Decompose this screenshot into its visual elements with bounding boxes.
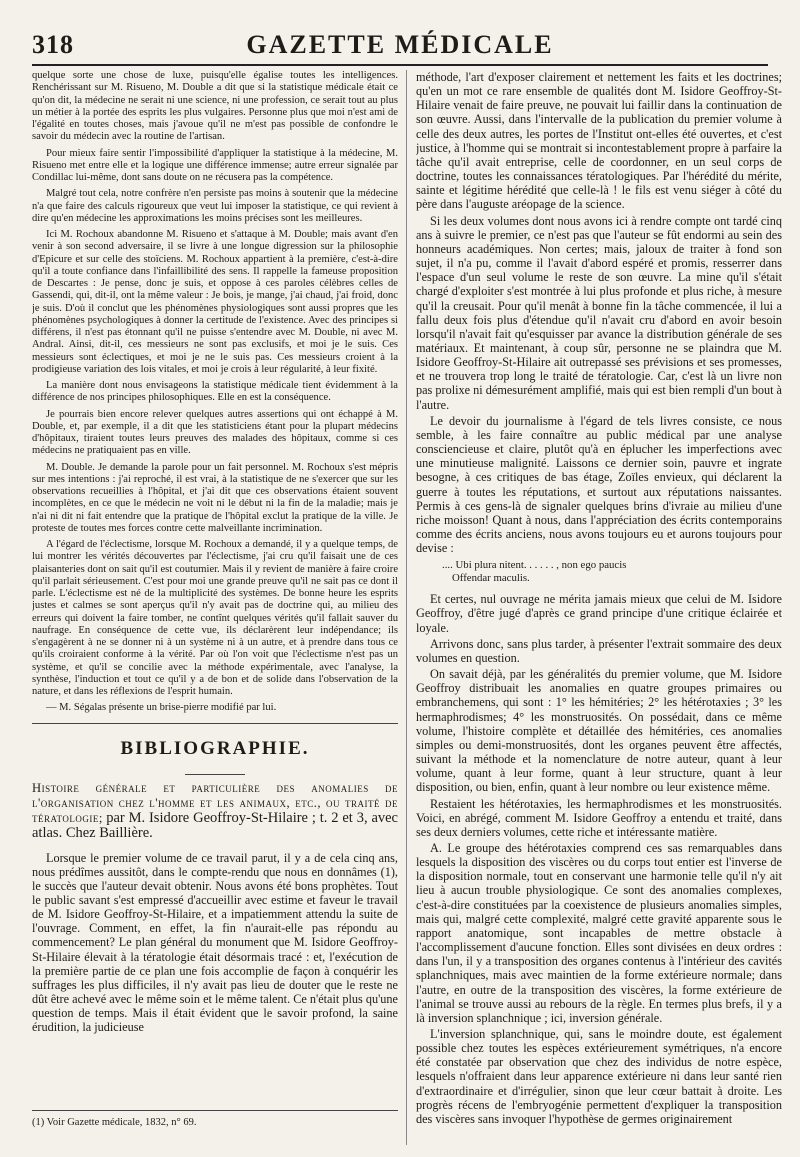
page-header	[32, 30, 768, 66]
paragraph: Et certes, nul ouvrage ne mérita jamais mieux que celui de M. Isidore Geoffroy, d'être jugé d'après ce grand principe d'une critique éclairée et loyale.	[416, 592, 782, 635]
paragraph: A. Le groupe des hétérotaxies comprend ces sas remarquables dans lesquels la disposition des viscères ou du corps tout entier est l'inverse de la disposition normale, tout en conservant une harmonie telle qu'il n'y ait lieu à aucun trouble physiologique. Ce sont des anomalies complexes, c'est-à-dire constituées par la coexistence de plusieurs anomalies simples, mais qui, malgré cette complexité, malgré cette gravité apparente sous le rapport anatomique, sont incapables de mettre obstacle à l'accomplissement d'aucune fonction. Elles sont divisées en deux ordres : dans l'un, il y a transposition des organes contenus à l'intérieur des cavités splanchniques, mais avec maintien de la forme extérieure normale; dans l'autre, en outre de la transposition des viscères, la forme extérieure de l'animal se trouve aussi au rebours de la règle. En termes plus brefs, il y a là inversion splanchnique ; ici, inversion générale.	[416, 840, 782, 1025]
book-title: Histoire générale et particulière des anomalies de l'organisation chez l'homme et les animaux, etc., ou traité de tératologie;	[32, 780, 398, 825]
paragraph: Le devoir du journalisme à l'égard de tels livres consiste, ce nous semble, à les faire connaître au public médical par une analyse consciencieuse et claire, plutôt qu'à en éplucher les imperfections avec une minutieuse malignité. Laissons ce dernier soin, pauvre et ingrate besogne, à ces critiques de bas étage, Zoïles envieux, qui déclarent la guerre à toutes les réputations, et surtout aux réputations naissantes. Permis à ces gens-là de signaler quelques brins d'ivraie au milieu d'une riche moisson! Quant à nous, dans l'appréciation des écrits contemporains comme des écrits anciens, nous avons toujours eu et aurons toujours pour devise :	[416, 413, 782, 556]
paragraph: méthode, l'art d'exposer clairement et nettement les faits et les doctrines; qu'en un mot ce rare ensemble de qualités dont M. Isidore Geoffroy-St-Hilaire venait de faire preuve, ne pouvait lui faillir dans la continuation de son œuvre. Aussi, dans l'intervalle de la publication du premier volume à celle des deux autres, les portes de l'Institut ont-elles été ouvertes, et c'est justice, à l'homme qui se montrait si incontestablement propre à parfaire la tâche qu'il avait entreprise, celle de coordonner, en un seul corps de doctrine, toutes les connaissances tératologiques. Par l'hérédité du mérite, sainte et légitime hérédité que celle-là ! le fils est venu siéger à côté du père dans l'auguste aréopage de la science.	[416, 70, 782, 212]
paragraph: A l'égard de l'éclectisme, lorsque M. Rochoux a demandé, il y a quelque temps, de lui montrer les vérités découvertes par l'éclectisme, j'ai cru qu'il faisait une de ces plaisanteries dont on sait qu'il est coutumier. Mais il y revient de manière à faire croire qu'il parlait sérieusement. C'est pour moi une grande preuve qu'il ne sait pas ce dont il parle. L'éclectisme est né de la multiplicité des systèmes. De bonne heure les esprits justes et calmes se sont aperçus qu'il n'y avait pas de doctrine qui, au milieu des erreurs qui doivent la faire tomber, ne contînt quelques vérités qu'il fallait sauver du naufrage. En conséquence de cette vue, ils déclarèrent leur indépendance; ils s'engagèrent à ne se donner ni à un système ni à un autre, et à prendre dans tous ce qu'ils croiraient conforme à la vérité. Par où l'on voit que l'éclectisme n'est pas un système, et qu'il se concilie avec la méthode expérimentale, avec l'analyse, la synthèse, l'induction et tout ce qu'il y a de bon et de solide dans l'observation de la nature, et dans les réflexions de l'esprit humain.	[32, 539, 398, 697]
paragraph: Lorsque le premier volume de ce travail parut, il y a de cela cinq ans, nous prédîmes aussitôt, dans le compte-rendu que nous en donnâmes (1), le succès que l'auteur devait obtenir. Nous avons été bons prophètes. Tout le public savant s'est empressé d'accueillir avec estime et faveur le travail de M. Isidore Geoffroy-St-Hilaire, et a impatiemment attendu la suite de l'ouvrage. Comment, en effet, la fin n'aurait-elle pas répondu au commencement? Le plan général du monument que M. Isidore Geoffroy-St-Hilaire élevait à la tératologie était désormais tracé : et, l'exécution de la première partie de ce plan une fois accomplie de façon à conquérir les suffrages les plus difficiles, il n'y avait pas lieu de douter que le reste ne dût être achevé avec le même soin et le même talent. Ce n'était plus qu'une question de temps. Mais il était évident que le savoir profond, la saine érudition, la judicieuse	[32, 850, 398, 1035]
review-text	[32, 851, 398, 1035]
paragraph: On savait déjà, par les généralités du premier volume, que M. Isidore Geoffroy distribuait les anomalies en quatre groupes primaires ou embranchemens, qui sont : 1° les hémitéries; 2° les hétérotaxies ; 3° les hermaphrodismes; 4° les monstruosités. On possédait, dans ce même volume, l'histoire complète et détaillée des hémitéries, ces anomalies simples ou demi-monstruosités, dont les organes peuvent être affectés, suivant la méthode et la nomenclature de notre auteur, quant à leur volume, quant à leur forme, quant à leur structure, quant à leur disposition, ou bien, enfin, quant à leur nombre ou leur existence même.	[416, 667, 782, 795]
paragraph: La manière dont nous envisageons la statistique médicale tient évidemment à la différence de nos principes philosophiques. Elle en est la conséquence.	[32, 380, 398, 404]
paragraph: quelque sorte une chose de luxe, puisqu'elle égalise toutes les intelligences. Renchérissant sur M. Risueno, M. Double a dit que si la statistique médicale était ce qu'on dit, la médecine ne serait ni une science, ni une profession, ce serait tout au plus un métier à la portée des esprits les plus vulgaires. Personne plus que moi n'est ami de l'égalité en toutes choses, mais j'avoue qu'il ne m'est pas possible de confondre le savoir du médecin avec la routine de l'artisan.	[32, 70, 398, 143]
paragraph: L'inversion splanchnique, qui, sans le moindre doute, est également possible chez toutes les espèces extérieurement symétriques, n'a encore été constatée par observation que chez des individus de notre espèce, lesquels n'offraient dans leur apparence extérieure ni dans leur santé rien d'extraordinaire et d'irrégulier, sinon que leur cœur battait à droite. Les progrès récens de l'embryogénie permettent d'expliquer la transposition des viscères sans invoquer l'hypothèse de germes originairement	[416, 1027, 782, 1126]
right-column	[416, 70, 782, 1145]
page-number: 318	[32, 30, 74, 59]
paragraph: Ici M. Rochoux abandonne M. Risueno et s'attaque à M. Double; mais avant d'en venir à son second adversaire, il se livre à une longue digression sur la philosophie d'Epicure et sur celle des stoïciens. M. Rochoux appartient à la première, c'est-à-dire qu'il a toute confiance dans l'infaillibilité des sens. Il rappelle la fameuse proposition de Descartes : Je pense, donc je suis, et oppose à ces paroles célèbres celles de Gassendi, qui, dit-il, ont la même valeur : Je bois, je mange, j'ai chaud, j'ai froid, donc je suis. D'où il conclut que les phénomènes physiologiques sont aussi propres que les phénomènes psychologiques à donner la certitude de l'existence. Avec des principes si différens, il n'est pas étonnant qu'il ne puisse s'entendre avec M. Double, ni avec M. Andral. Ainsi, dit-il, ces messieurs ne sont pas exclusifs, et moi je le suis. Ces messieurs sont éclectiques, et moi je ne le suis pas. Ces messieurs croient à la prodigieuse variation des lois vitales, et moi je crois à leur régularité, à leur fixité.	[32, 229, 398, 375]
latin-quote	[416, 559, 782, 584]
journal-title: GAZETTE MÉDICALE	[246, 30, 554, 59]
book-author-publisher: par M. Isidore Geoffroy-St-Hilaire ; t. 2 et 3, avec atlas. Chez Baillière.	[32, 809, 398, 841]
quote-line: Offendar maculis.	[452, 571, 530, 584]
footnote: (1) Voir Gazette médicale, 1832, n° 69.	[32, 1110, 398, 1129]
bibliographic-reference	[32, 774, 398, 841]
review-text-continued	[416, 70, 782, 1126]
paragraph: Arrivons donc, sans plus tarder, à présenter l'extrait sommaire des deux volumes en question.	[416, 636, 782, 665]
short-rule	[185, 774, 245, 775]
paragraph: Si les deux volumes dont nous avons ici à rendre compte ont tardé cinq ans à suivre le premier, ce n'est pas que l'auteur se fût endormi au sein des honneurs académiques. Non certes; mais, jaloux de traiter à fond son sujet, il n'a pu, comme il l'avait d'abord espéré et promis, resserrer dans l'espace d'un seul volume le reste de son œuvre. La mine qu'il s'était chargé d'exploiter s'est montrée à lui plus profonde et plus riche, à mesure qu'il la creusait. Pour qu'il menât à bonne fin la tâche commencée, il lui a fallu deux fois plus d'étendue qu'il n'avait cru d'abord en avoir besoin lorsqu'il n'avait fait qu'esquisser par avance la distribution générale de ses matériaux. Et maintenant, à coup sûr, personne ne se plaindra que M. Isidore Geoffroy-St-Hilaire ait outrepassé ses prévisions et ses promesses, et ne trouvera trop long le traité de tératologie. Car, c'est là un livre non pas prolixe ni démesurément amplifié, mais qui est bien rempli d'un bout à l'autre.	[416, 213, 782, 412]
paragraph: — M. Ségalas présente un brise-pierre modifié par lui.	[46, 702, 277, 714]
paragraph: Restaient les hétérotaxies, les hermaphrodismes et les monstruosités. Voici, en abrégé, comment M. Isidore Geoffroy a entendu et traité, dans ses deux derniers volumes, cette riche et intéressante matière.	[416, 796, 782, 839]
left-column	[32, 70, 398, 1145]
column-divider	[406, 70, 407, 1145]
paragraph: Je pourrais bien encore relever quelques autres assertions qui ont échappé à M. Double, et, par exemple, il a dit que les statisticiens étant pour la plupart médecins d'hôpitaux, tiraient toutes leurs preuves des malades des hôpitaux, comme si ces médecins ne pratiquaient pas en ville.	[32, 408, 398, 457]
paragraph: Pour mieux faire sentir l'impossibilité d'appliquer la statistique à la médecine, M. Risueno met entre elle et la logique une différence immense; autre erreur signalée par Condillac lui-même, dont sans doute on ne récusera pas la compétence.	[32, 147, 398, 183]
paragraph: M. Double. Je demande la parole pour un fait personnel. M. Rochoux s'est mépris sur mes intentions : j'ai reproché, il est vrai, à la statistique de ne s'exercer que sur les observations recueillies à l'hôpital, et j'ai dit que ces observations étaient souvent incomplètes, en ce que le médecin ne voit ni le début ni la fin de la maladie; mais je n'ai ni dit ni fait entendre que la pratique de l'hôpital exclut la pratique de la ville. Je proteste de toutes mes forces contre cette malveillante incrimination.	[32, 461, 398, 534]
section-heading: BIBLIOGRAPHIE.	[120, 737, 310, 759]
paragraph: Malgré tout cela, notre confrère n'en persiste pas moins à soutenir que la médecine n'a que faire des calculs rigoureux que veut lui imposer la statistique, ce qui revient à dire qu'en médecine les approximations les moins précises sont les meilleures.	[32, 188, 398, 224]
discussion-text	[32, 70, 398, 715]
quote-line: .... Ubi plura nitent. . . . . . , non ego paucis	[442, 559, 627, 572]
section-divider	[32, 723, 398, 724]
